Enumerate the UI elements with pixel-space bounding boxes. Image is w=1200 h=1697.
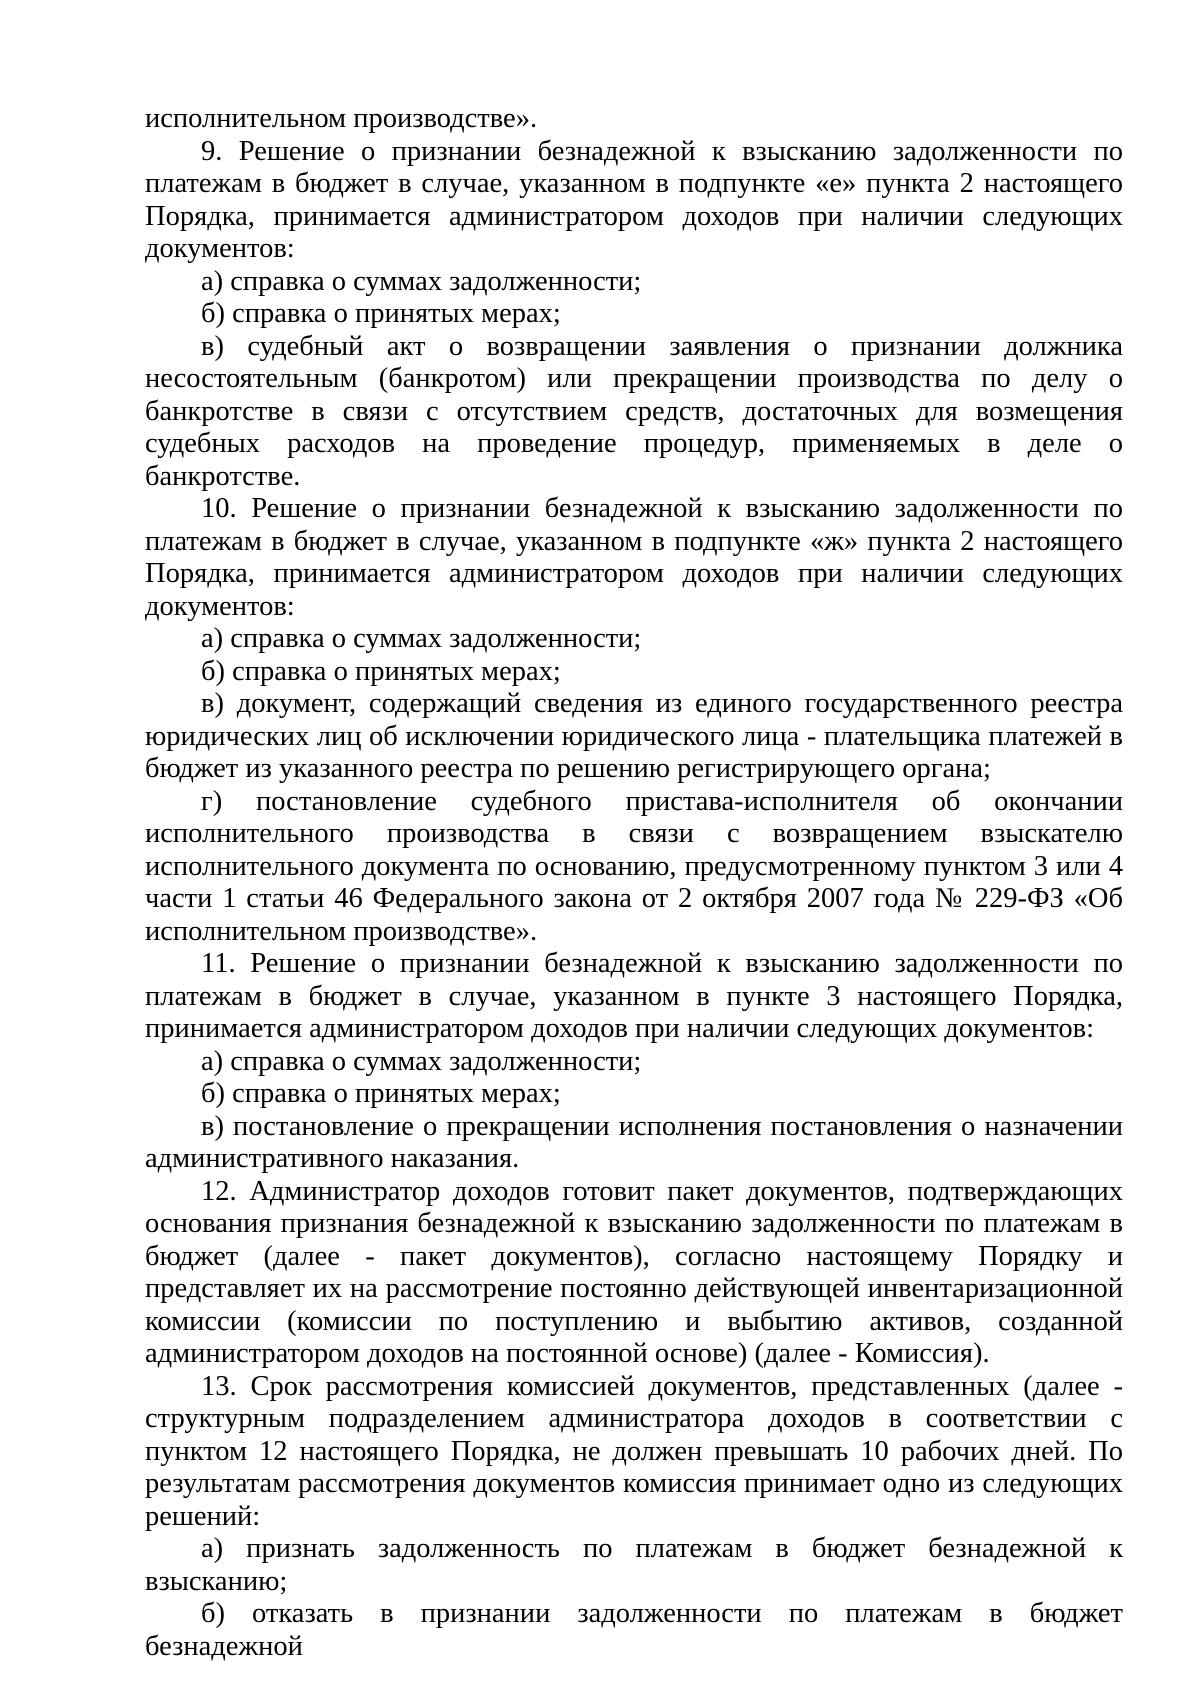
paragraph-clause-9a: а) справка о суммах задолженности; [201, 265, 642, 297]
paragraph-clause-11v: в) постановление о прекращении исполнения постановления о назначении административного наказания. [145, 1110, 1123, 1174]
paragraph-clause-10a: а) справка о суммах задолженности; [201, 623, 642, 654]
paragraph-continuation: исполнительном производстве». [145, 103, 538, 134]
paragraph-clause-12: 12. Администратор доходов готовит пакет документов, подтверждающих основания признания безнадежной к взысканию задолженности по платежам в бюджет (далее - пакет документов), согласно настоящему Порядку и представляет их на рассмотрение постоянно действующей инвентаризационной комиссии (комиссии по поступлению и выбытию активов, созданной администратором доходов на постоянной основе) (далее - Комиссия). [145, 1175, 1123, 1369]
paragraph-clause-11: 11. Решение о признании безнадежной к взысканию задолженности по платежам в бюджет в случае, указанном в пункте 3 настоящего Порядка, принимается администратором доходов при наличии следующих документов: [145, 948, 1123, 1044]
paragraph-clause-9b: б) справка о принятых мерах; [201, 298, 561, 329]
paragraph-clause-11a: а) справка о суммах задолженности; [201, 1045, 642, 1077]
paragraph-clause-13a: а) признать задолженность по платежам в бюджет безнадежной к взысканию; [145, 1533, 1123, 1597]
paragraph-clause-10b: б) справка о принятых мерах; [201, 655, 561, 687]
paragraph-clause-13b: б) отказать в признании задолженности по платежам в бюджет безнадежной [145, 1598, 1123, 1662]
paragraph-clause-13: 13. Срок рассмотрения комиссией документов, представленных (далее - структурным подразделением администратора доходов в соответствии с пунктом 12 настоящего Порядка, не должен превышать 10 рабочих дней. По результатам рассмотрения документов комиссия принимает одно из следующих решений: [145, 1370, 1123, 1532]
paragraph-clause-10v: в) документ, содержащий сведения из единого государственного реестра юридических лиц об исключении юридического лица - плательщика платежей в бюджет из указанного реестра по решению регистрирующего органа; [145, 688, 1123, 784]
paragraph-clause-9v: в) судебный акт о возвращении заявления о признании должника несостоятельным (банкротом) или прекращении производства по делу о банкротстве в связи с отсутствием средств, достаточных для возмещения судебных расходов на проведение процедур, применяемых в деле о банкротстве. [145, 330, 1123, 492]
paragraph-clause-11b: б) справка о принятых мерах; [201, 1078, 561, 1109]
paragraph-clause-9: 9. Решение о признании безнадежной к взысканию задолженности по платежам в бюджет в случае, указанном в подпункте «е» пункта 2 настоящего Порядка, принимается администратором доходов при наличии следующих документов: [145, 135, 1123, 264]
paragraph-clause-10g: г) постановление судебного пристава-исполнителя об окончании исполнительного производства в связи с возвращением взыскателю исполнительного документа по основанию, предусмотренному пунктом 3 или 4 части 1 статьи 46 Федерального закона от 2 октября 2007 года № 229-ФЗ «Об исполнительном производстве». [145, 785, 1123, 947]
paragraph-clause-10: 10. Решение о признании безнадежной к взысканию задолженности по платежам в бюджет в случае, указанном в подпункте «ж» пункта 2 настоящего Порядка, принимается администратором доходов при наличии следующих документов: [145, 493, 1123, 622]
document-page [145, 103, 1123, 1663]
